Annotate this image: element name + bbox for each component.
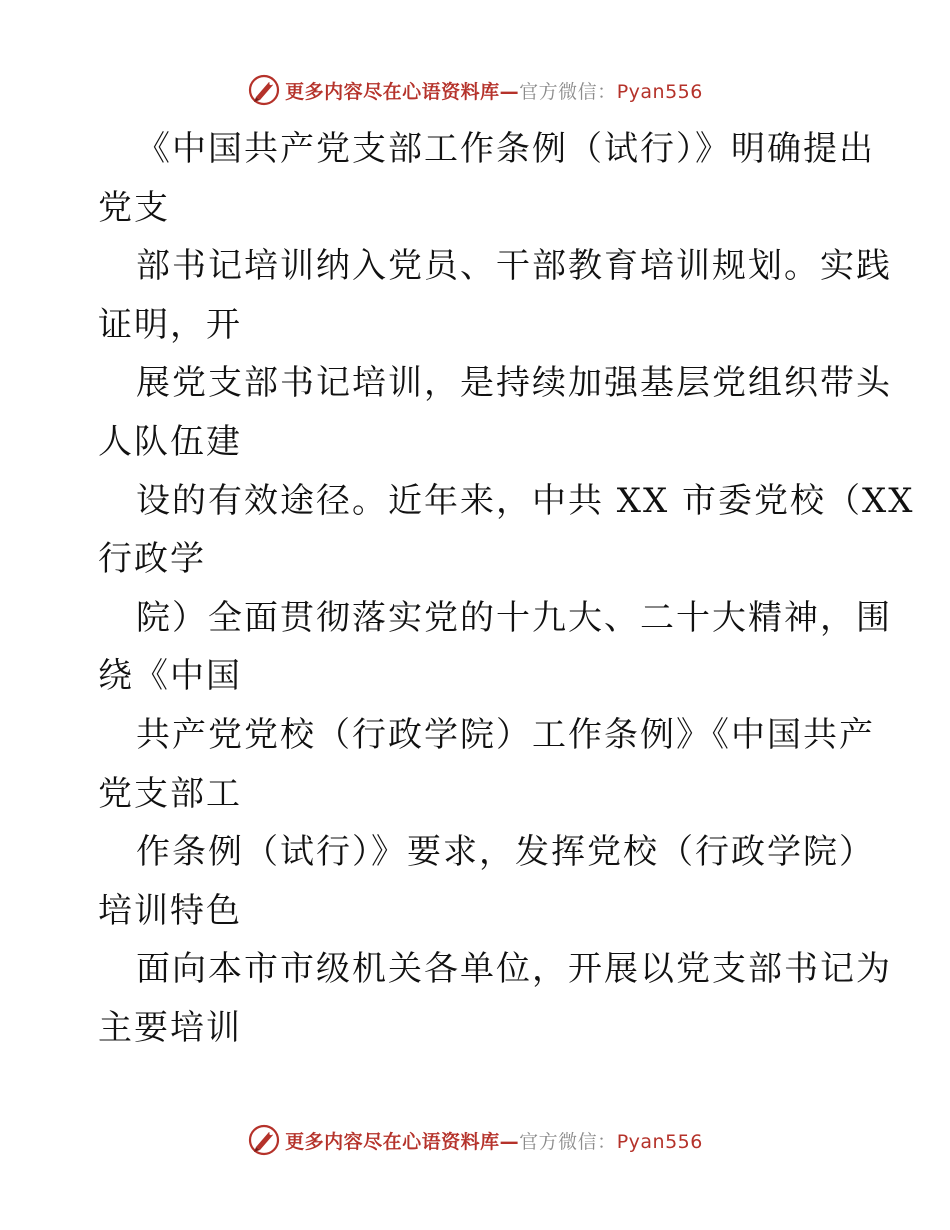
body-line: 《中国共产党支部工作条例（试行）》明确提出	[136, 129, 875, 169]
banner-wechat-id: Pyan556	[616, 80, 703, 103]
body-line: 证明，开	[98, 304, 242, 345]
banner-text	[285, 1127, 703, 1154]
body-line: 主要培训	[98, 1007, 242, 1048]
body-line: 展党支部书记培训，是持续加强基层党组织带头	[136, 363, 892, 404]
body-line: 共产党党校（行政学院）工作条例》《中国共产	[136, 714, 875, 755]
body-line: 院）全面贯彻落实党的十九大、二十大精神，围	[136, 597, 892, 638]
document-body	[98, 120, 915, 1058]
banner-wechat-id: Pyan556	[616, 1130, 703, 1153]
body-line: 人队伍建	[98, 421, 242, 462]
pen-logo-icon	[247, 1123, 281, 1157]
body-line: 党支部工	[98, 773, 242, 814]
banner-main-text: 更多内容尽在心语资料库	[285, 1130, 500, 1153]
banner-text	[285, 77, 703, 104]
header-banner	[0, 70, 950, 110]
body-line: 党支	[98, 187, 170, 228]
body-line: 绕《中国	[98, 656, 242, 697]
body-line: 部书记培训纳入党员、干部教育培训规划。实践	[136, 246, 892, 287]
banner-main-text: 更多内容尽在心语资料库	[285, 80, 500, 103]
body-line: 面向本市市级机关各单位，开展以党支部书记为	[136, 949, 892, 990]
banner-wechat-label: 官方微信：	[519, 1130, 617, 1153]
banner-separator: —	[499, 1130, 520, 1153]
body-line: 设的有效途径。近年来，中共 XX 市委党校（XX	[136, 480, 915, 521]
banner-separator: —	[499, 80, 520, 103]
body-line: 行政学	[98, 539, 206, 580]
body-line: 培训特色	[98, 890, 242, 931]
pen-logo-icon	[247, 73, 281, 107]
body-line: 作条例（试行）》要求，发挥党校（行政学院）	[136, 832, 875, 873]
banner-wechat-label: 官方微信：	[519, 80, 617, 103]
footer-banner	[0, 1120, 950, 1160]
